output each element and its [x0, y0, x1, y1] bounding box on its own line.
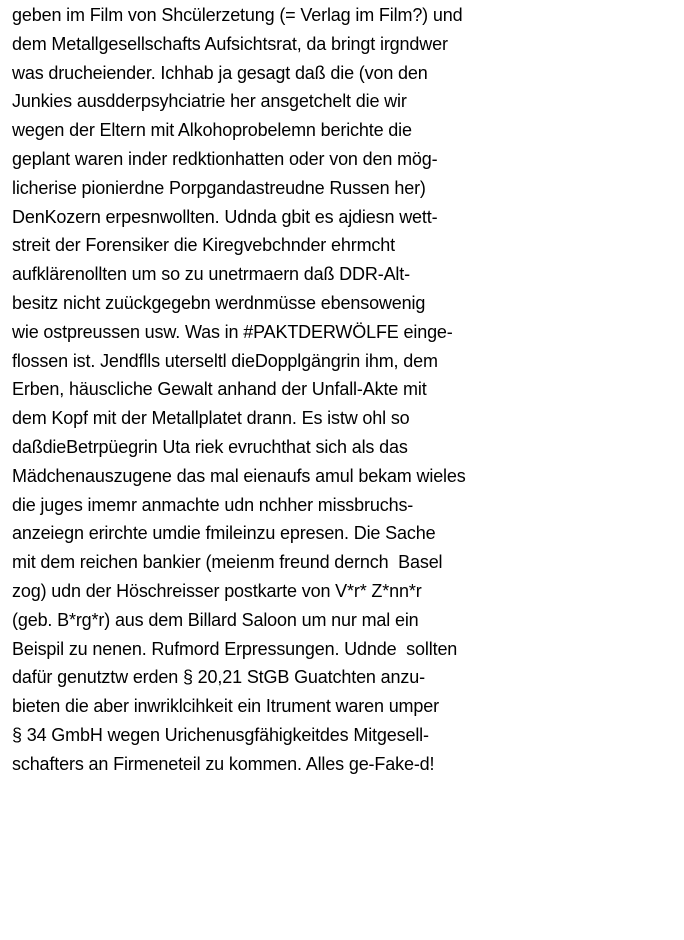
document-page: [12, 1, 680, 779]
text-line: bieten die aber inwriklcihkeit ein Itrument waren umper: [12, 696, 439, 717]
text-line: flossen ist. Jendflls uterseltl dieDopplgängrin ihm, dem: [12, 350, 438, 371]
text-line: § 34 GmbH wegen Urichenusgfähigkeitdes Mitgesell-: [12, 724, 429, 745]
text-line: streit der Forensiker die Kiregvebchnder ehrmcht: [12, 235, 395, 256]
text-line: die juges imemr anmachte udn nchher missbruchs-: [12, 494, 414, 515]
text-line: (geb. B*rg*r) aus dem Billard Saloon um nur mal ein: [12, 609, 419, 630]
text-line: Erben, häuscliche Gewalt anhand der Unfall-Akte mit: [12, 379, 427, 400]
text-line: aufklärenollten um so zu unetrmaern daß DDR-Alt-: [12, 264, 410, 285]
text-line: DenKozern erpesnwollten. Udnda gbit es ajdiesn wett-: [12, 206, 438, 227]
text-line: dem Metallgesellschafts Aufsichtsrat, da bringt irgndwer: [12, 33, 448, 54]
text-line: wie ostpreussen usw. Was in #PAKTDERWÖLFE einge-: [12, 321, 453, 342]
text-line: geplant waren inder redktionhatten oder von den mög-: [12, 148, 438, 169]
text-line: licherise pionierdne Porpgandastreudne Russen her): [12, 177, 426, 198]
text-line: was drucheiender. Ichhab ja gesagt daß die (von den: [12, 62, 428, 83]
text-line: geben im Film von Shcülerzetung (= Verlag im Film?) und: [12, 5, 463, 25]
text-line: Mädchenauszugene das mal eienaufs amul bekam wieles: [12, 465, 466, 486]
text-line: zog) udn der Höschreisser postkarte von V*r* Z*nn*r: [12, 580, 422, 601]
text-line: daßdieBetrpüegrin Uta riek evruchthat sich als das: [12, 436, 408, 457]
text-line: dem Kopf mit der Metallplatet drann. Es istw ohl so: [12, 408, 410, 429]
text-line: besitz nicht zuückgegebn werdnmüsse ebensowenig: [12, 292, 426, 313]
text-line: mit dem reichen bankier (meienm freund dernch Basel: [12, 552, 443, 573]
text-line: anzeiegn erirchte umdie fmileinzu epresen. Die Sache: [12, 523, 436, 544]
text-line: Junkies ausdderpsyhciatrie her ansgetchelt die wir: [12, 91, 407, 112]
text-line: Beispil zu nenen. Rufmord Erpressungen. Udnde sollten: [12, 638, 458, 659]
text-line: schafters an Firmeneteil zu kommen. Alles ge-Fake-d!: [12, 753, 435, 774]
text-line: dafür genutztw erden § 20,21 StGB Guatchten anzu-: [12, 667, 425, 688]
text-line: wegen der Eltern mit Alkohoprobelemn berichte die: [12, 120, 412, 141]
